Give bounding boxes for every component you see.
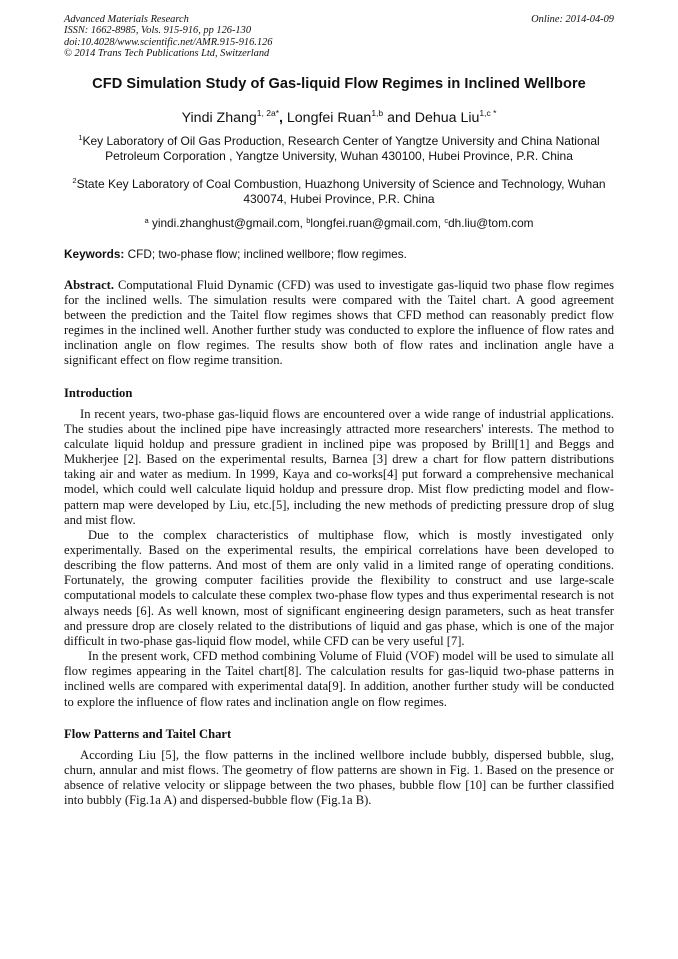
affiliation [64, 173, 614, 207]
keywords-text: CFD; two-phase flow; inclined wellbore; flow regimes. [124, 246, 407, 261]
online-date: Online: 2014-04-09 [531, 14, 614, 25]
journal-copyright: © 2014 Trans Tech Publications Ltd, Switzerland [64, 48, 270, 60]
body-paragraph: In recent years, two-phase gas-liquid flows are encountered over a wide range of industrial applications. The studies about the inclined pipe have increasingly attracted more researchers' interests. The method to calculate liquid holdup and pressure gradient in inclined pipe was proposed by Brill[1] and Beggs and Mukherjee [2]. Based on the experimental results, Barnea [3] drew a chart for flow pattern distributions taking air and water as medium. In 1999, Kaya and co-works[4] put forward a comprehensive mechanical model, which could well calculate liquid holdup and pressure drop. Mist flow predicting model and flow-pattern map were developed by Liu, etc.[5], including the new methods of predicting pressure drop of slug and mist flow. [64, 406, 614, 527]
section-heading-flow-patterns: Flow Patterns and Taitel Chart [64, 726, 232, 741]
abstract [64, 278, 614, 369]
author-list [64, 108, 614, 126]
section-heading-introduction: Introduction [64, 385, 133, 400]
author-name: Longfei Ruan [286, 109, 372, 126]
abstract-text: Computational Fluid Dynamic (CFD) was used to investigate gas-liquid two phase flow regimes for the inclined wells. The simulation results were compared with the Taitel chart. A good agreement between the prediction and the Taitel flow regimes shows that CFD method can reasonably predict flow regimes in the inclined well. Another further study was conducted to explore the influence of flow rates and inclination angle on flow regimes. The results show both of flow rates and inclination angle have a significant effect on flow regime transition. [64, 277, 614, 368]
author-separator: and [383, 109, 415, 126]
author-affiliation-mark: 1,b [371, 107, 384, 118]
affiliation-number: 2 [72, 175, 77, 185]
affiliation-number: 1 [78, 132, 83, 142]
abstract-label: Abstract. [64, 277, 115, 292]
author-name: Yindi Zhang [181, 109, 257, 126]
paper-page [64, 14, 614, 808]
paper-title: CFD Simulation Study of Gas-liquid Flow Regimes in Inclined Wellbore [92, 75, 586, 92]
email-address[interactable]: dh.liu@tom.com [448, 215, 534, 230]
keywords [64, 247, 614, 261]
affiliation-text: Key Laboratory of Oil Gas Production, Research Center of Yangtze University and China National Petroleum Corporation , Yangtze University, Wuhan 430100, Hubei Province, P.R. China [82, 133, 600, 163]
journal-name: Advanced Materials Research [64, 14, 189, 25]
author-name: Dehua Liu [414, 109, 480, 126]
author-separator: , [279, 109, 287, 126]
journal-doi: doi:10.4028/www.scientific.net/AMR.915-916.126 [64, 36, 273, 48]
email-address[interactable]: yindi.zhanghust@gmail.com, [148, 215, 307, 230]
email-mark: c [444, 215, 449, 225]
email-mark: a [144, 215, 149, 225]
journal-header [64, 14, 614, 60]
email-list [64, 216, 614, 230]
keywords-label: Keywords: [64, 246, 125, 261]
journal-issn: ISSN: 1662-8985, Vols. 915-916, pp 126-130 [64, 25, 252, 37]
body-paragraph: According Liu [5], the flow patterns in the inclined wellbore include bubbly, dispersed bubble, slug, churn, annular and mist flows. The geometry of flow patterns are shown in Fig. 1. Based on the presence or absence of relative velocity or slippage between the two phases, bubble flow [10] can be further classified into bubbly (Fig.1a A) and dispersed-bubble flow (Fig.1a B). [64, 747, 614, 808]
body-paragraph: Due to the complex characteristics of multiphase flow, which is mostly investigated only experimentally. Based on the experimental results, the empirical correlations have been developed to describing the flow patterns. And most of them are only valid in a limited range of operating conditions. Fortunately, the growing computer facilities provide the flexibility to construct and use large-scale computational models to calculate these complex two-phase flow types and thus experimental research is not always needs [6]. As well known, most of significant engineering design parameters, such as heat transfer and pressure drop are closely related to the distributions of liquid and gas phase, which is one of the major difficult in two-phase gas-liquid flow model, while CFD can be very useful [7]. [64, 527, 614, 648]
author-affiliation-mark: 1, 2a* [256, 107, 280, 118]
affiliation [64, 130, 614, 164]
email-address[interactable]: longfei.ruan@gmail.com, [310, 215, 445, 230]
body-paragraph: In the present work, CFD method combining Volume of Fluid (VOF) model will be used to simulate all flow regimes appearing in the Taitel chart[8]. The calculation results for gas-liquid two-phase patterns in inclined wells are compared with experimental data[9]. In addition, another further study will be conducted to explore the influence of flow rates and inclination angle on flow regimes. [64, 649, 614, 709]
author-affiliation-mark: 1,c * [479, 107, 497, 118]
email-mark: b [306, 215, 311, 225]
affiliation-text: State Key Laboratory of Coal Combustion, Huazhong University of Science and Technology, Wuhan 430074, Hubei Province, P.R. China [76, 176, 606, 206]
